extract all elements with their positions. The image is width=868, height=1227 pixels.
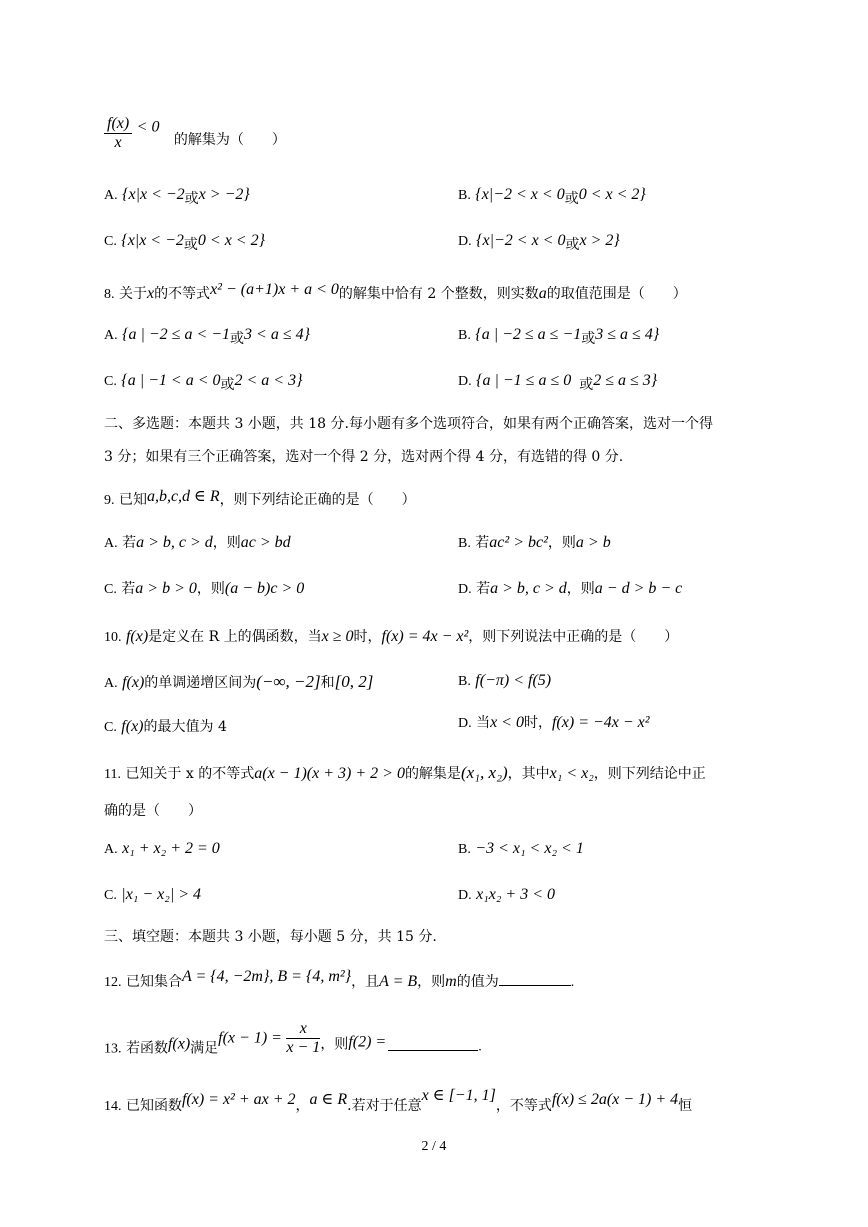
option-text: 若	[475, 535, 490, 551]
option-label: B.	[458, 536, 471, 551]
q8-option-b	[458, 326, 659, 348]
option-text: ，则	[196, 581, 225, 597]
option-expr: a > b, c > d	[490, 580, 567, 597]
stem-text: 的取值范围是（ ）	[546, 286, 687, 302]
option-label: D.	[458, 234, 472, 249]
q7-ineq: < 0	[136, 118, 160, 136]
q7-frac-num: f(x)	[104, 115, 132, 134]
option-text: 若	[121, 581, 136, 597]
q9-stem	[104, 486, 416, 509]
q9-expr: a,b,c,d ∈ R	[146, 488, 220, 505]
q12-equal: A = B	[379, 973, 418, 990]
stem-text: 已知集合	[125, 974, 182, 990]
option-expr: 3 ≤ a ≤ 4}	[595, 326, 660, 343]
option-label: C.	[104, 888, 117, 903]
stem-text: .若对于任意	[347, 1098, 422, 1114]
q14-inequality: f(x) ≤ 2a(x − 1) + 4	[551, 1091, 679, 1108]
q10-option-d	[458, 712, 650, 732]
answer-blank[interactable]	[388, 1036, 478, 1051]
stem-text: ，则下列说法中正确的是（ ）	[468, 629, 679, 645]
option-expr: (a − b)c > 0	[224, 580, 305, 597]
option-expr: {a | −2 ≤ a ≤ −1	[475, 326, 582, 343]
option-label: A.	[104, 676, 118, 691]
q9-option-d	[458, 578, 682, 598]
option-label: C.	[104, 720, 117, 735]
stem-text: 关于	[118, 286, 147, 302]
q14-a-in-r: a ∈ R	[309, 1091, 348, 1108]
question-number: 13.	[104, 1041, 122, 1057]
question-number: 14.	[104, 1099, 122, 1114]
q13-fraction	[286, 1020, 320, 1057]
q8-inequality: x² − (a+1)x + a < 0	[210, 281, 339, 298]
or-text: 或	[564, 191, 579, 207]
option-text: 时，	[523, 715, 552, 731]
q9-option-c	[104, 578, 304, 598]
q10-option-a	[104, 672, 373, 692]
question-number: 11.	[104, 767, 121, 782]
q7-option-a	[104, 186, 250, 208]
option-expr: 3 < a ≤ 4}	[244, 326, 311, 343]
q9-option-a	[104, 532, 291, 552]
var-a: a	[538, 285, 547, 302]
option-expr: {x|−2 < x < 0	[476, 232, 566, 249]
or-text: 或	[220, 377, 235, 393]
stem-text: ，则下列结论中正	[593, 766, 706, 782]
option-expr: 2 < a < 3}	[234, 372, 303, 389]
option-expr: x₁x₂ + 3 < 0	[476, 886, 555, 903]
option-expr: {x|x < −2	[122, 186, 185, 203]
question-number: 12.	[104, 975, 122, 990]
q10-cond: x ≥ 0	[321, 628, 354, 645]
q10-def: f(x) = 4x − x²	[381, 628, 469, 645]
q9-option-b	[458, 532, 611, 552]
stem-text: 的解集中恰有 2 个整数，则实数	[338, 286, 539, 302]
stem-text: ，则下列结论正确的是（ ）	[219, 492, 416, 508]
answer-blank[interactable]	[499, 971, 571, 986]
stem-text: ，且	[351, 974, 380, 990]
q7-option-d	[458, 232, 620, 254]
q13-f2: f(2) =	[348, 1033, 387, 1051]
q11-stem	[104, 763, 706, 783]
option-expr: f(x) = −4x − x²	[551, 714, 650, 731]
q8-option-a	[104, 326, 310, 348]
option-label: B.	[458, 188, 471, 203]
period: .	[478, 1039, 482, 1055]
q13-frac-den: x − 1	[286, 1039, 321, 1056]
option-label: A.	[104, 536, 118, 551]
stem-text: ，不等式	[495, 1098, 552, 1114]
option-expr: −3 < x₁ < x₂ < 1	[475, 840, 584, 857]
stem-text: 满足	[190, 1040, 219, 1057]
q14-stem	[104, 1085, 692, 1115]
stem-text: ，	[295, 1098, 310, 1114]
q8-stem	[104, 281, 687, 303]
or-text: 或	[183, 237, 198, 253]
q7-fraction	[104, 115, 132, 152]
option-expr: 2 ≤ a ≤ 3}	[593, 372, 658, 389]
page-number: 2 / 4	[421, 1139, 447, 1154]
option-text: 和	[320, 675, 335, 691]
q12-stem	[104, 968, 574, 991]
option-expr: f(−π) < f(5)	[475, 672, 552, 689]
stem-text: 是定义在 R 上的偶函数，当	[148, 629, 322, 645]
option-expr: a > b, c > d	[136, 534, 213, 551]
q10-option-b	[458, 672, 551, 690]
stem-text: 的值为	[456, 974, 499, 990]
q10-fx: f(x)	[125, 628, 149, 645]
stem-text: 已知函数	[125, 1098, 182, 1114]
option-label: A.	[104, 328, 118, 343]
q7-option-b	[458, 186, 646, 208]
option-label: B.	[458, 842, 471, 857]
or-text: 或	[579, 377, 594, 393]
var-m: m	[445, 973, 457, 990]
option-text: ，则	[212, 535, 241, 551]
stem-text: ，则	[320, 1036, 349, 1053]
stem-text: 恒	[678, 1098, 693, 1114]
option-text: ，则	[566, 581, 595, 597]
option-expr: x > 2}	[579, 232, 620, 249]
section2-line2: 3 分；如果有三个正确答案，选对一个得 2 分，选对两个得 4 分，有选错的得 0 分.	[104, 449, 624, 465]
option-expr: f(x)	[122, 674, 145, 691]
option-label: D.	[458, 582, 472, 597]
var-x: x	[146, 285, 155, 302]
question-number: 9.	[104, 493, 115, 508]
option-expr: (−∞, −2]	[256, 672, 321, 691]
q13-stem	[104, 1020, 482, 1058]
option-expr: x < 0	[490, 714, 524, 731]
q12-sets: A = {4, −2m}, B = {4, m²}	[181, 968, 352, 985]
option-label: D.	[458, 374, 472, 389]
option-expr: [0, 2]	[334, 672, 374, 691]
stem-text: 已知关于 x 的不等式	[125, 766, 255, 782]
option-expr: {a | −2 ≤ a < −1	[122, 326, 231, 343]
stem-text: 时，	[353, 629, 382, 645]
option-expr: ac > bd	[240, 534, 291, 551]
or-text: 或	[184, 191, 199, 207]
option-label: D.	[458, 888, 472, 903]
option-text: 若	[122, 535, 137, 551]
stem-text: ，其中	[507, 766, 550, 782]
q11-option-c	[104, 886, 201, 904]
option-expr: 0 < x < 2}	[578, 186, 646, 203]
section3-heading: 三、填空题：本题共 3 小题，每小题 5 分，共 15 分.	[104, 929, 437, 945]
q11-stem-line2: 确的是（ ）	[104, 803, 202, 819]
q10-stem	[104, 626, 678, 646]
option-label: C.	[104, 582, 117, 597]
option-text: 的单调递增区间为	[144, 675, 257, 691]
option-text: 当	[476, 715, 491, 731]
q10-option-c	[104, 716, 227, 736]
question-number: 8.	[104, 287, 115, 302]
q14-domain: x ∈ [−1, 1]	[421, 1087, 496, 1104]
option-expr: {a | −1 ≤ a ≤ 0	[476, 372, 572, 389]
period: .	[570, 975, 575, 990]
q11-interval: (x₁, x₂)	[460, 763, 508, 782]
question-number: 10.	[104, 630, 122, 645]
option-expr: |x₁ − x₂| > 4	[121, 886, 202, 903]
q8-option-c	[104, 372, 302, 394]
option-expr: x₁ + x₂ + 2 = 0	[122, 840, 220, 857]
option-label: C.	[104, 234, 117, 249]
stem-text: 的不等式	[154, 286, 211, 302]
option-expr: {x|−2 < x < 0	[475, 186, 565, 203]
or-text: 或	[565, 237, 580, 253]
option-label: A.	[104, 842, 118, 857]
or-text: 或	[581, 331, 596, 347]
option-text: 的最大值为 4	[143, 719, 227, 735]
section2-line1: 二、多选题：本题共 3 小题，共 18 分.每小题有多个选项符合，如果有两个正确答案，选对一个得	[104, 416, 713, 432]
option-expr: x > −2}	[198, 186, 250, 203]
option-expr: ac² > bc²	[489, 534, 548, 551]
option-text: ，则	[547, 535, 576, 551]
q7-frac-den: x	[114, 134, 122, 151]
stem-text: ，则	[417, 974, 446, 990]
option-expr: {x|x < −2	[121, 232, 184, 249]
q13-frac-num: x	[286, 1020, 320, 1039]
option-expr: {a | −1 < a < 0	[121, 372, 221, 389]
option-expr: a > b > 0	[135, 580, 197, 597]
option-label: B.	[458, 328, 471, 343]
option-label: D.	[458, 716, 472, 731]
option-expr: f(x)	[121, 718, 144, 735]
q8-option-d	[458, 372, 657, 394]
q13-fx: f(x)	[167, 1035, 191, 1053]
stem-text: 的解集是	[404, 766, 461, 782]
q7-tail: 的解集为（ ）	[173, 131, 286, 148]
q11-option-d	[458, 886, 555, 904]
stem-text: 若函数	[125, 1040, 168, 1057]
q14-def: f(x) = x² + ax + 2	[181, 1091, 296, 1108]
option-expr: 0 < x < 2}	[197, 232, 265, 249]
option-expr: a > b	[575, 534, 611, 551]
stem-text: 已知	[118, 492, 147, 508]
option-label: B.	[458, 674, 471, 689]
q13-lhs: f(x − 1) =	[218, 1029, 282, 1047]
option-label: C.	[104, 374, 117, 389]
option-text: 若	[476, 581, 491, 597]
q7-option-c	[104, 232, 265, 254]
q11-inequality: a(x − 1)(x + 3) + 2 > 0	[254, 765, 405, 782]
q11-option-a	[104, 840, 220, 858]
option-expr: a − d > b − c	[594, 580, 683, 597]
q11-order: x₁ < x₂	[549, 765, 594, 782]
or-text: 或	[230, 331, 245, 347]
option-label: A.	[104, 188, 118, 203]
q11-option-b	[458, 840, 584, 858]
q7-stem	[104, 115, 286, 152]
